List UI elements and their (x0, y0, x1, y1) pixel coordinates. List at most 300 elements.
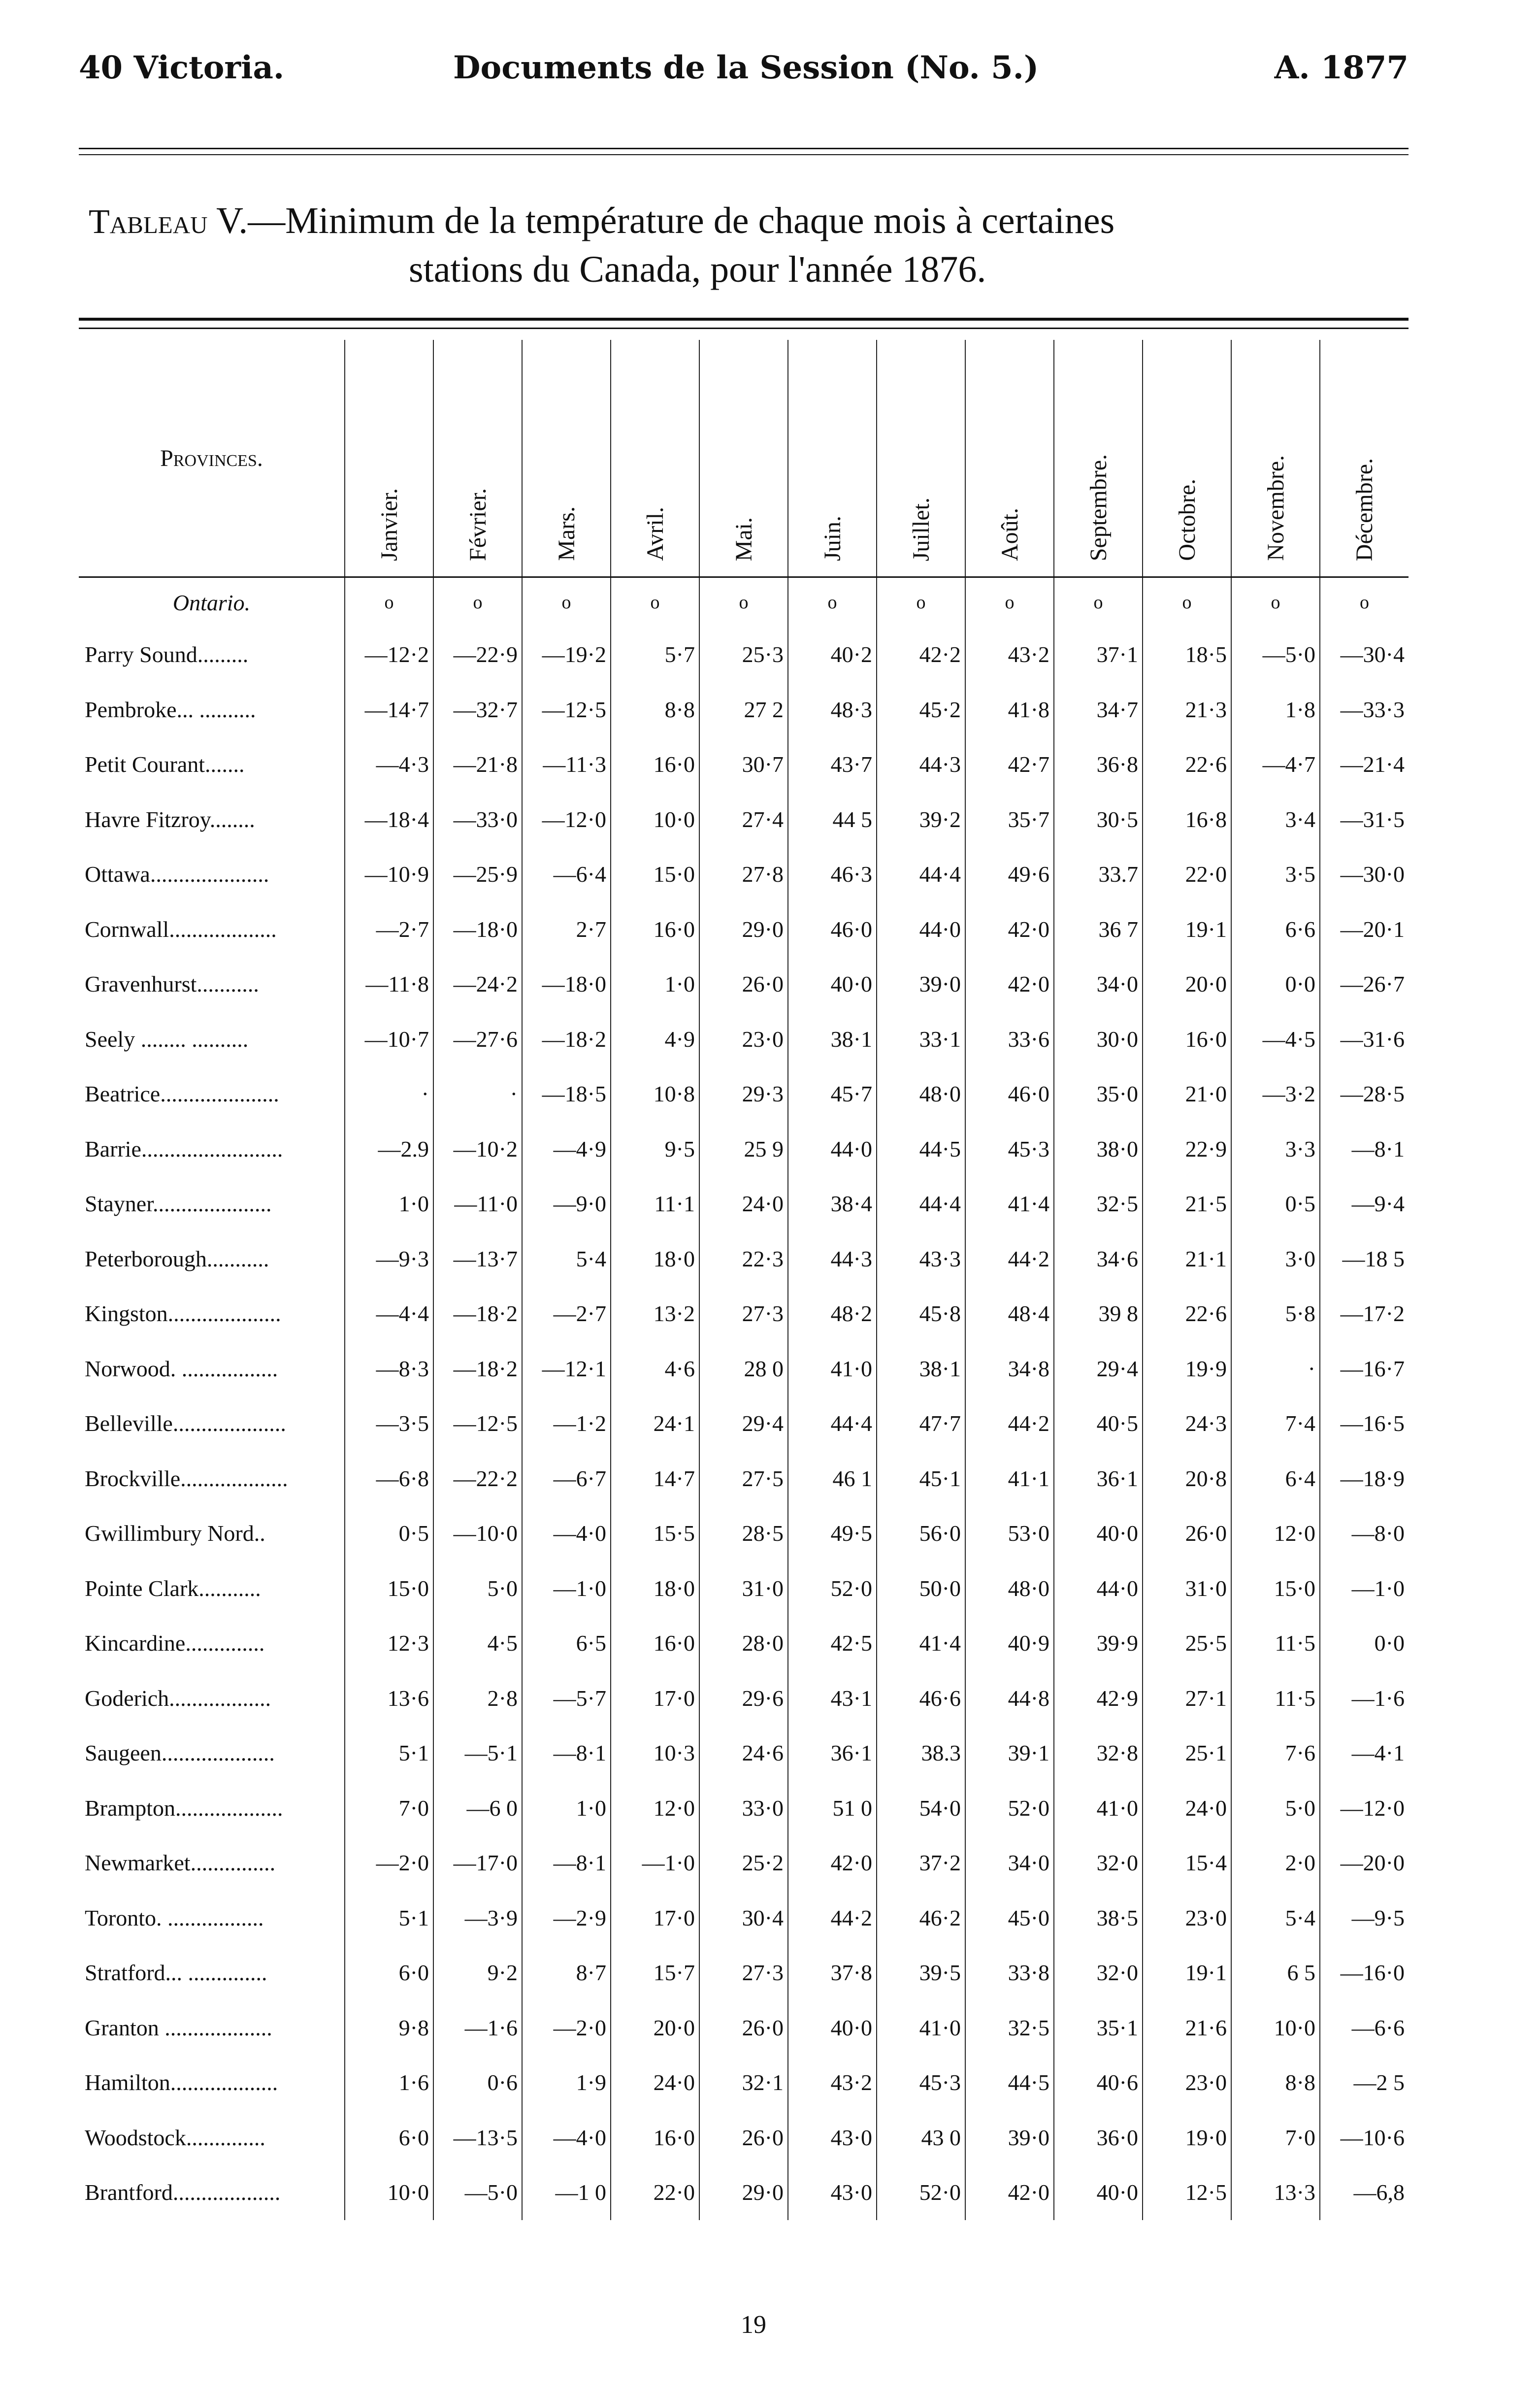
temperature-cell: 39·9 (1054, 1616, 1143, 1671)
station-name: Gwillimbury Nord.. (85, 1521, 265, 1546)
temperature-cell: 48·0 (965, 1561, 1054, 1616)
temperature-cell: —6·8 (345, 1451, 433, 1506)
temperature-cell: 49·6 (965, 847, 1054, 902)
temperature-cell: 40·0 (1054, 2165, 1143, 2220)
temperature-cell: 46·2 (877, 1891, 965, 1946)
station-name: Barrie......................... (85, 1136, 283, 1162)
temperature-cell: 40·0 (788, 2000, 877, 2056)
temperature-cell: —4·4 (345, 1286, 433, 1341)
header-right: A. 1877 (1274, 49, 1409, 86)
temperature-cell: 6·0 (345, 1945, 433, 2000)
temperature-cell: —18·4 (345, 792, 433, 847)
table-row (79, 682, 1409, 737)
station-name: Hamilton................... (85, 2070, 278, 2095)
temperature-cell: 22·0 (1143, 847, 1231, 902)
table-row (79, 2055, 1409, 2110)
temperature-cell: 5·7 (611, 627, 699, 682)
temperature-cell: —22·2 (433, 1451, 522, 1506)
temperature-cell: 28·0 (699, 1616, 788, 1671)
temperature-cell: 27·1 (1143, 1671, 1231, 1726)
temperature-cell: 1·8 (1231, 682, 1320, 737)
temperature-cell: —5·7 (522, 1671, 611, 1726)
temperature-cell: 38·4 (788, 1176, 877, 1231)
month-header (788, 340, 877, 577)
station-name: Goderich.................. (85, 1685, 271, 1711)
temperature-cell: 16·0 (611, 902, 699, 957)
month-label: Janvier. (376, 488, 402, 561)
temperature-cell: 39·0 (965, 2110, 1054, 2165)
temperature-cell: 22·6 (1143, 737, 1231, 792)
month-header (877, 340, 965, 577)
temperature-cell: 46·0 (965, 1066, 1054, 1122)
temperature-cell: —10·7 (345, 1012, 433, 1067)
temperature-cell: 0·5 (345, 1506, 433, 1561)
temperature-cell: —33·0 (433, 792, 522, 847)
temperature-cell: 13·2 (611, 1286, 699, 1341)
table-row (79, 1176, 1409, 1231)
title-line-2: stations du Canada, pour l'année 1876. (409, 249, 986, 290)
temperature-cell: —18·0 (522, 957, 611, 1012)
table-row (79, 1561, 1409, 1616)
temperature-cell: 36 7 (1054, 902, 1143, 957)
temperature-cell: —25·9 (433, 847, 522, 902)
temperature-cell: —3·9 (433, 1891, 522, 1946)
temperature-cell: 33·0 (699, 1781, 788, 1836)
temperature-cell: 26·0 (1143, 1506, 1231, 1561)
temperature-cell: 5·8 (1231, 1286, 1320, 1341)
temperature-cell: 26·0 (699, 2000, 788, 2056)
degree-symbol: o (1231, 577, 1320, 628)
temperature-cell: 18·5 (1143, 627, 1231, 682)
temperature-cell: —4·7 (1231, 737, 1320, 792)
month-header (1054, 340, 1143, 577)
temperature-cell: 11·1 (611, 1176, 699, 1231)
temperature-cell: 51 0 (788, 1781, 877, 1836)
temperature-cell: —2·0 (345, 1835, 433, 1891)
temperature-cell: —30·4 (1320, 627, 1409, 682)
temperature-cell: 11·5 (1231, 1671, 1320, 1726)
temperature-cell: —2·9 (522, 1891, 611, 1946)
temperature-cell: 17·0 (611, 1891, 699, 1946)
temperature-cell: 39·2 (877, 792, 965, 847)
temperature-cell: 35·0 (1054, 1066, 1143, 1122)
table-row (79, 1122, 1409, 1177)
temperature-cell: 29·0 (699, 902, 788, 957)
temperature-cell: 34·8 (965, 1341, 1054, 1396)
temperature-cell: · (1231, 1341, 1320, 1396)
temperature-cell: —18·2 (522, 1012, 611, 1067)
degree-symbol: o (965, 577, 1054, 628)
temperature-cell: 0·0 (1320, 1616, 1409, 1671)
temperature-cell: 44·4 (877, 847, 965, 902)
temperature-cell: —1 0 (522, 2165, 611, 2220)
month-label: Juin. (819, 515, 846, 561)
temperature-cell: 2·0 (1231, 1835, 1320, 1891)
station-name: Newmarket............... (85, 1850, 276, 1876)
temperature-cell: 8·8 (611, 682, 699, 737)
month-header (611, 340, 699, 577)
temperature-cell: 3·3 (1231, 1122, 1320, 1177)
temperature-cell: —2·7 (522, 1286, 611, 1341)
temperature-cell: 24·0 (699, 1176, 788, 1231)
temperature-cell: 41·0 (877, 2000, 965, 2056)
table-row (79, 1781, 1409, 1836)
temperature-cell: 22·9 (1143, 1122, 1231, 1177)
temperature-cell: 26·0 (699, 957, 788, 1012)
temperature-cell: 52·0 (877, 2165, 965, 2220)
temperature-cell: · (433, 1066, 522, 1122)
temperature-cell: —18·9 (1320, 1451, 1409, 1506)
temperature-cell: 4·6 (611, 1341, 699, 1396)
temperature-cell: —33·3 (1320, 682, 1409, 737)
table-row (79, 627, 1409, 682)
temperature-cell: —12·5 (522, 682, 611, 737)
temperature-cell: —31·5 (1320, 792, 1409, 847)
temperature-cell: —8·1 (522, 1835, 611, 1891)
temperature-cell: 9·8 (345, 2000, 433, 2056)
temperature-cell: —6·4 (522, 847, 611, 902)
temperature-cell: 25·1 (1143, 1726, 1231, 1781)
temperature-cell: 48·2 (788, 1286, 877, 1341)
month-header (433, 340, 522, 577)
temperature-cell: 38·1 (788, 1012, 877, 1067)
table-row (79, 1616, 1409, 1671)
temperature-cell: 53·0 (965, 1506, 1054, 1561)
table-row (79, 1891, 1409, 1946)
table-row (79, 1671, 1409, 1726)
temperature-cell: 44 5 (788, 792, 877, 847)
temperature-cell: —12·1 (522, 1341, 611, 1396)
temperature-cell: 25·3 (699, 627, 788, 682)
temperature-cell: 1·6 (345, 2055, 433, 2110)
temperature-cell: 6·6 (1231, 902, 1320, 957)
temperature-cell: 24·1 (611, 1396, 699, 1451)
temperature-cell: 5·0 (433, 1561, 522, 1616)
station-name: Brantford................... (85, 2180, 281, 2205)
temperature-cell: —11·3 (522, 737, 611, 792)
temperature-cell: 24·3 (1143, 1396, 1231, 1451)
temperature-cell: 43 0 (877, 2110, 965, 2165)
temperature-cell: 13·6 (345, 1671, 433, 1726)
temperature-cell: —1·0 (522, 1561, 611, 1616)
temperature-cell: 44·2 (965, 1396, 1054, 1451)
temperature-cell: 29·3 (699, 1066, 788, 1122)
temperature-cell: 15·0 (611, 847, 699, 902)
temperature-cell: —26·7 (1320, 957, 1409, 1012)
temperature-cell: —2·7 (345, 902, 433, 957)
temperature-cell: 43·2 (965, 627, 1054, 682)
month-label: Mai. (730, 517, 757, 561)
station-name: Peterborough........... (85, 1246, 269, 1271)
table-title (89, 197, 1418, 293)
table-row (79, 792, 1409, 847)
temperature-cell: 42·0 (965, 2165, 1054, 2220)
table-row (79, 1726, 1409, 1781)
month-label: Juillet. (908, 497, 934, 561)
section-name: Ontario. (172, 590, 251, 615)
temperature-cell: —10·2 (433, 1122, 522, 1177)
station-name: Belleville.................... (85, 1411, 286, 1436)
temperature-cell: —16·0 (1320, 1945, 1409, 2000)
temperature-cell: 37·2 (877, 1835, 965, 1891)
table-row (79, 1231, 1409, 1287)
temperature-cell: 19·1 (1143, 902, 1231, 957)
station-name: Saugeen.................... (85, 1740, 275, 1766)
header-left: 40 Victoria. (79, 49, 285, 86)
temperature-cell: —20·0 (1320, 1835, 1409, 1891)
temperature-cell: —4·5 (1231, 1012, 1320, 1067)
temperature-cell: 9·2 (433, 1945, 522, 2000)
temperature-cell: 35·1 (1054, 2000, 1143, 2056)
temperature-cell: —24·2 (433, 957, 522, 1012)
temperature-cell: 38·1 (877, 1341, 965, 1396)
table-row (79, 902, 1409, 957)
temperature-cell: 45·1 (877, 1451, 965, 1506)
temperature-cell: 19·1 (1143, 1945, 1231, 2000)
temperature-cell: 30·7 (699, 737, 788, 792)
temperature-cell: 22·3 (699, 1231, 788, 1287)
temperature-cell: 27·8 (699, 847, 788, 902)
temperature-cell: —5·0 (433, 2165, 522, 2220)
temperature-cell: 32·5 (1054, 1176, 1143, 1231)
temperature-cell: 54·0 (877, 1781, 965, 1836)
temperature-cell: 11·5 (1231, 1616, 1320, 1671)
temperature-cell: 30·5 (1054, 792, 1143, 847)
temperature-cell: 13·3 (1231, 2165, 1320, 2220)
temperature-cell: 21·5 (1143, 1176, 1231, 1231)
temperature-cell: —5·1 (433, 1726, 522, 1781)
temperature-cell: 41·1 (965, 1451, 1054, 1506)
temperature-cell: 21·1 (1143, 1231, 1231, 1287)
station-name: Norwood. ................. (85, 1356, 278, 1381)
temperature-cell: 34·6 (1054, 1231, 1143, 1287)
temperature-cell: 32·0 (1054, 1835, 1143, 1891)
temperature-cell: 23·0 (1143, 1891, 1231, 1946)
degree-symbol: o (1320, 577, 1409, 628)
temperature-cell: 46·0 (788, 902, 877, 957)
temperature-cell: 7·0 (345, 1781, 433, 1836)
temperature-cell: 39·5 (877, 1945, 965, 2000)
header-rule (79, 148, 1409, 155)
temperature-cell: —1·6 (433, 2000, 522, 2056)
temperature-cell: 27·3 (699, 1945, 788, 2000)
title-line-1: V.—Minimum de la température de chaque mois à certaines (216, 200, 1115, 241)
month-label: Décembre. (1351, 458, 1377, 561)
station-name: Cornwall................... (85, 916, 277, 942)
temperature-cell: 23·0 (699, 1012, 788, 1067)
temperature-cell: —9·0 (522, 1176, 611, 1231)
station-name: Beatrice..................... (85, 1081, 279, 1107)
temperature-cell: 43·1 (788, 1671, 877, 1726)
temperature-cell: 1·0 (345, 1176, 433, 1231)
degree-symbol: o (345, 577, 433, 628)
temperature-cell: —11·8 (345, 957, 433, 1012)
temperature-cell: 21·3 (1143, 682, 1231, 737)
degree-symbol: o (611, 577, 699, 628)
temperature-cell: 23·0 (1143, 2055, 1231, 2110)
title-rule (79, 318, 1409, 329)
temperature-cell: 33·6 (965, 1012, 1054, 1067)
temperature-cell: 40·0 (1054, 1506, 1143, 1561)
temperature-cell: 42·0 (965, 957, 1054, 1012)
month-label: Août. (996, 508, 1023, 561)
temperature-cell: —1·0 (1320, 1561, 1409, 1616)
temperature-cell: 1·9 (522, 2055, 611, 2110)
temperature-cell: 22·6 (1143, 1286, 1231, 1341)
temperature-cell: 52·0 (788, 1561, 877, 1616)
table-label: Tableau (89, 203, 208, 241)
degree-symbol: o (877, 577, 965, 628)
temperature-cell: 12·0 (1231, 1506, 1320, 1561)
station-name: Pointe Clark........... (85, 1575, 261, 1601)
temperature-cell: —4·0 (522, 2110, 611, 2165)
temperature-cell: 15·7 (611, 1945, 699, 2000)
temperature-cell: 35·7 (965, 792, 1054, 847)
station-name: Seely ........ .......... (85, 1026, 249, 1052)
temperature-cell: —6,8 (1320, 2165, 1409, 2220)
temperature-cell: 15·0 (1231, 1561, 1320, 1616)
temperature-cell: 32·0 (1054, 1945, 1143, 2000)
temperature-cell: 16·0 (611, 737, 699, 792)
temperature-cell: —6 0 (433, 1781, 522, 1836)
temperature-cell: 52·0 (965, 1781, 1054, 1836)
temperature-cell: 43·0 (788, 2110, 877, 2165)
temperature-cell: 0·0 (1231, 957, 1320, 1012)
temperature-cell: 16·0 (1143, 1012, 1231, 1067)
temperature-cell: 3·4 (1231, 792, 1320, 847)
temperature-cell: 30·4 (699, 1891, 788, 1946)
table-row (79, 2000, 1409, 2056)
temperature-cell: —8·0 (1320, 1506, 1409, 1561)
temperature-cell: 25·5 (1143, 1616, 1231, 1671)
temperature-cell: —27·6 (433, 1012, 522, 1067)
temperature-cell: 41·0 (788, 1341, 877, 1396)
temperature-cell: —10·6 (1320, 2110, 1409, 2165)
temperature-cell: 41·0 (1054, 1781, 1143, 1836)
temperature-cell: 16·0 (611, 1616, 699, 1671)
month-label: Octobre. (1174, 479, 1200, 561)
temperature-cell: 8·7 (522, 1945, 611, 2000)
temperature-cell: 10·0 (1231, 2000, 1320, 2056)
station-name: Stayner..................... (85, 1191, 272, 1217)
temperature-cell: —21·8 (433, 737, 522, 792)
temperature-cell: 34·0 (965, 1835, 1054, 1891)
table-row (79, 1945, 1409, 2000)
month-header (1231, 340, 1320, 577)
temperature-cell: —6·6 (1320, 2000, 1409, 2056)
temperature-cell: 31·0 (1143, 1561, 1231, 1616)
temperature-cell: 6·5 (522, 1616, 611, 1671)
temperature-cell: 42·9 (1054, 1671, 1143, 1726)
temperature-cell: 32·5 (965, 2000, 1054, 2056)
station-name: Petit Courant....... (85, 752, 245, 777)
temperature-cell: 41·8 (965, 682, 1054, 737)
station-name: Parry Sound......... (85, 642, 249, 667)
temperature-cell: 17·0 (611, 1671, 699, 1726)
temperature-cell: 28 0 (699, 1341, 788, 1396)
station-name: Pembroke... .......... (85, 697, 256, 722)
temperature-cell: 34·0 (1054, 957, 1143, 1012)
month-header (1320, 340, 1409, 577)
temperature-cell: —5·0 (1231, 627, 1320, 682)
temperature-cell: 37·1 (1054, 627, 1143, 682)
station-name: Brampton................... (85, 1795, 283, 1821)
temperature-cell: 16·0 (611, 2110, 699, 2165)
temperature-cell: —9·5 (1320, 1891, 1409, 1946)
temperature-cell: 33·1 (877, 1012, 965, 1067)
station-name: Kingston.................... (85, 1301, 281, 1327)
month-label: Avril. (642, 507, 668, 561)
temperature-cell: —16·7 (1320, 1341, 1409, 1396)
temperature-cell: —18·2 (433, 1341, 522, 1396)
temperature-cell: 45·7 (788, 1066, 877, 1122)
table-body (79, 577, 1409, 2220)
temperature-cell: 33·8 (965, 1945, 1054, 2000)
table-row (79, 1835, 1409, 1891)
header-row (79, 340, 1409, 577)
temperature-cell: 43·3 (877, 1231, 965, 1287)
temperature-cell: —16·5 (1320, 1396, 1409, 1451)
temperature-cell: —1·2 (522, 1396, 611, 1451)
temperature-cell: 21·6 (1143, 2000, 1231, 2056)
degree-symbol: o (1143, 577, 1231, 628)
temperature-cell: —10·0 (433, 1506, 522, 1561)
temperature-cell: 44·3 (788, 1231, 877, 1287)
temperature-cell: —17·0 (433, 1835, 522, 1891)
temperature-cell: 43·2 (788, 2055, 877, 2110)
temperature-cell: 24·0 (1143, 1781, 1231, 1836)
month-header (1143, 340, 1231, 577)
temperature-cell: 44·0 (877, 902, 965, 957)
provinces-header: Provinces. (79, 340, 345, 577)
temperature-cell: 44·0 (788, 1122, 877, 1177)
temperature-cell: —4·0 (522, 1506, 611, 1561)
temperature-cell: 10·8 (611, 1066, 699, 1122)
month-label: Février. (464, 488, 491, 561)
table-row (79, 1396, 1409, 1451)
temperature-cell: —8·1 (522, 1726, 611, 1781)
temperature-cell: 5·4 (522, 1231, 611, 1287)
section-row (79, 577, 1409, 628)
temperature-cell: 6·0 (345, 2110, 433, 2165)
temperature-cell: 26·0 (699, 2110, 788, 2165)
temperature-cell: 27 2 (699, 682, 788, 737)
temperature-cell: —2.9 (345, 1122, 433, 1177)
temperature-cell: 45·8 (877, 1286, 965, 1341)
temperature-cell: 15·5 (611, 1506, 699, 1561)
temperature-cell: 2·7 (522, 902, 611, 957)
temperature-cell: 43·7 (788, 737, 877, 792)
temperature-cell: 6·4 (1231, 1451, 1320, 1506)
temperature-cell: 46 1 (788, 1451, 877, 1506)
temperature-cell: —18·2 (433, 1286, 522, 1341)
temperature-cell: 45·2 (877, 682, 965, 737)
temperature-cell: 22·0 (611, 2165, 699, 2220)
temperature-cell: —1·0 (611, 1835, 699, 1891)
temperature-cell: 6 5 (1231, 1945, 1320, 2000)
station-name: Stratford... .............. (85, 1960, 267, 1986)
temperature-cell: 7·0 (1231, 2110, 1320, 2165)
month-label: Novembre. (1262, 455, 1289, 561)
temperature-cell: —30·0 (1320, 847, 1409, 902)
temperature-cell: 42·7 (965, 737, 1054, 792)
temperature-cell: 48·3 (788, 682, 877, 737)
temperature-cell: 46·6 (877, 1671, 965, 1726)
temperature-cell: 27·3 (699, 1286, 788, 1341)
page-number: 19 (741, 2311, 766, 2339)
month-label: Mars. (553, 506, 580, 561)
temperature-cell: 3·5 (1231, 847, 1320, 902)
